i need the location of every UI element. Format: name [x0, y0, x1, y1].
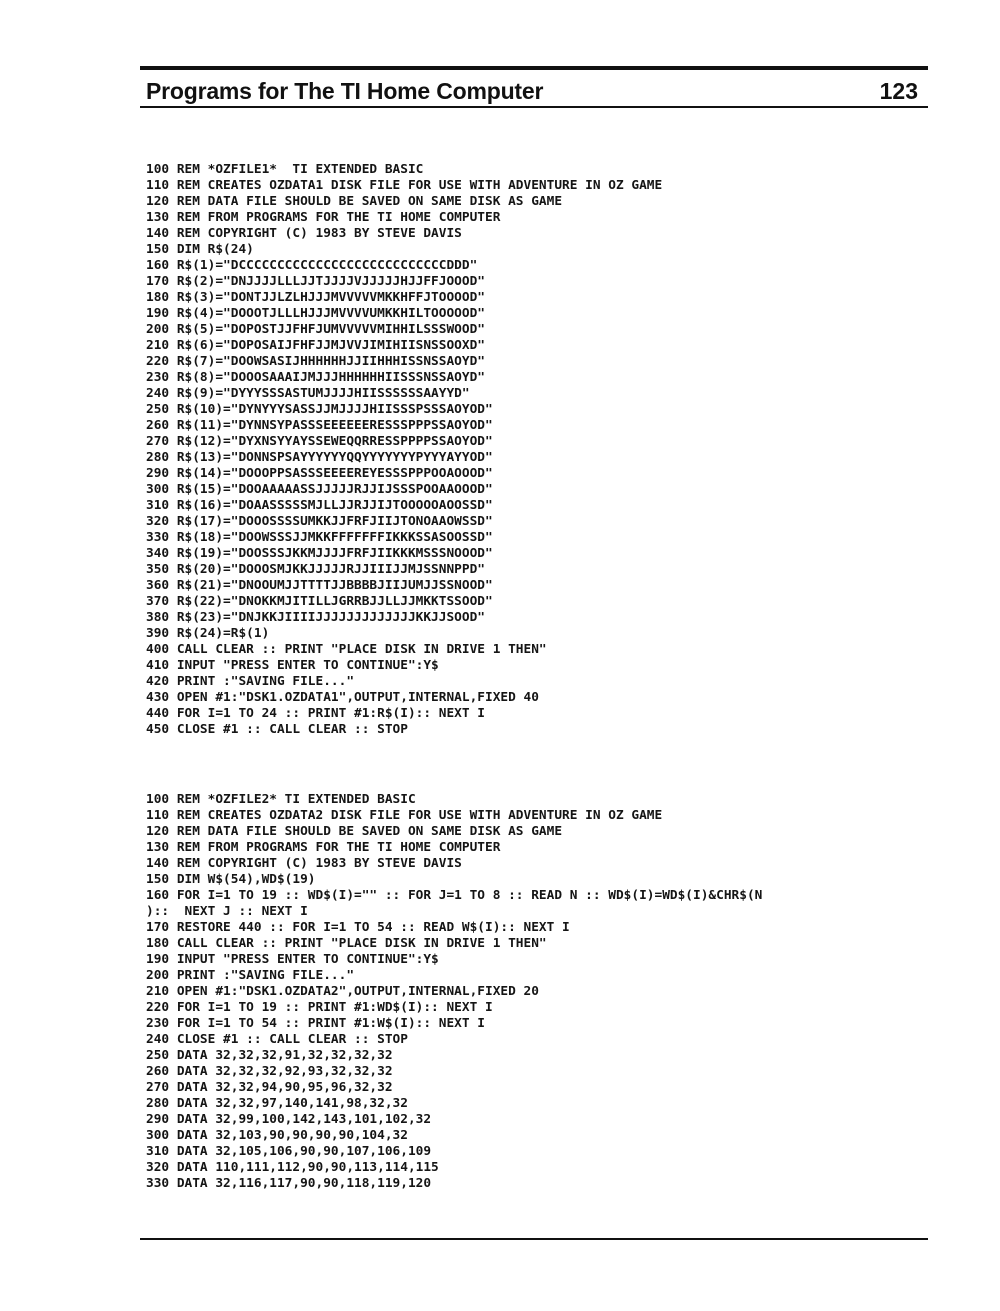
code-line: 320 R$(17)="DOOOSSSSUMKKJJFRFJIIJTONOAAOWSSD" [146, 514, 493, 529]
code-line: 190 INPUT "PRESS ENTER TO CONTINUE":Y$ [146, 952, 439, 967]
code-line: 150 DIM R$(24) [146, 242, 254, 257]
code-line: 170 R$(2)="DNJJJJLLLJJTJJJJVJJJJJHJJFFJOOOD" [146, 274, 485, 289]
code-line: 420 PRINT :"SAVING FILE..." [146, 674, 355, 689]
code-line: 350 R$(20)="DOOOSMJKKJJJJJRJJIIIJJMJSSNNPPD" [146, 562, 485, 577]
code-line: 330 DATA 32,116,117,90,90,118,119,120 [146, 1176, 432, 1191]
code-line: 100 REM *OZFILE2* TI EXTENDED BASIC [146, 792, 416, 807]
code-line: 140 REM COPYRIGHT (C) 1983 BY STEVE DAVIS [146, 226, 462, 241]
code-line: 300 R$(15)="DOOAAAAASSJJJJJRJJIJSSSPOOAAOOOD" [146, 482, 493, 497]
code-line: 200 PRINT :"SAVING FILE..." [146, 968, 355, 983]
code-line: 310 DATA 32,105,106,90,90,107,106,109 [146, 1144, 432, 1159]
code-line: 240 CLOSE #1 :: CALL CLEAR :: STOP [146, 1032, 408, 1047]
code-line: 220 FOR I=1 TO 19 :: PRINT #1:WD$(I):: NEXT I [146, 1000, 493, 1015]
code-line: 440 FOR I=1 TO 24 :: PRINT #1:R$(I):: NEXT I [146, 706, 485, 721]
code-line: 200 R$(5)="DOPOSTJJFHFJUMVVVVVMIHHILSSSWOOD" [146, 322, 485, 337]
code-line: 270 DATA 32,32,94,90,95,96,32,32 [146, 1080, 393, 1095]
program-listing-ozfile1 [146, 162, 662, 738]
code-line: 320 DATA 110,111,112,90,90,113,114,115 [146, 1160, 439, 1175]
code-line: 130 REM FROM PROGRAMS FOR THE TI HOME COMPUTER [146, 210, 501, 225]
code-line: 260 DATA 32,32,32,92,93,32,32,32 [146, 1064, 393, 1079]
code-line: 430 OPEN #1:"DSK1.OZDATA1",OUTPUT,INTERNAL,FIXED 40 [146, 690, 539, 705]
code-line: 230 R$(8)="DOOOSAAAIJMJJJHHHHHHIISSSNSSAOYD" [146, 370, 485, 385]
code-line: 410 INPUT "PRESS ENTER TO CONTINUE":Y$ [146, 658, 439, 673]
code-line: 110 REM CREATES OZDATA1 DISK FILE FOR USE WITH ADVENTURE IN OZ GAME [146, 178, 663, 193]
code-line: ):: NEXT J :: NEXT I [146, 904, 308, 919]
header-top-rule [140, 66, 928, 70]
code-line: 250 R$(10)="DYNYYYSASSJJMJJJJHIISSSPSSSAOYOD" [146, 402, 493, 417]
code-line: 290 R$(14)="DOOOPPSASSSEEEEREYESSSPPPOOAOOOD" [146, 466, 493, 481]
code-line: 290 DATA 32,99,100,142,143,101,102,32 [146, 1112, 432, 1127]
page-title: Programs for The TI Home Computer [146, 78, 544, 104]
code-line: 180 R$(3)="DONTJJLZLHJJJMVVVVVMKKHFFJTOOOOD" [146, 290, 485, 305]
code-line: 330 R$(18)="DOOWSSSJJMKKFFFFFFFIKKKSSASOOSSD" [146, 530, 493, 545]
code-line: 370 R$(22)="DNOKKMJITILLJGRRBJJLLJJMKKTSSOOD" [146, 594, 493, 609]
code-line: 450 CLOSE #1 :: CALL CLEAR :: STOP [146, 722, 408, 737]
footer-rule [140, 1238, 928, 1240]
code-line: 210 R$(6)="DOPOSAIJFHFJJMJVVJIMIHIISNSSOOXD" [146, 338, 485, 353]
code-line: 360 R$(21)="DNOOUMJJTTTTJJBBBBJIIJUMJJSSNOOD" [146, 578, 493, 593]
code-line: 380 R$(23)="DNJKKJIIIIJJJJJJJJJJJJJKKJJSOOD" [146, 610, 485, 625]
code-line: 220 R$(7)="DOOWSASIJHHHHHHJJIIHHHISSNSSAOYD" [146, 354, 485, 369]
code-line: 120 REM DATA FILE SHOULD BE SAVED ON SAME DISK AS GAME [146, 194, 563, 209]
code-line: 280 R$(13)="DONNSPSAYYYYYYQQYYYYYYYPYYYAYYOD" [146, 450, 493, 465]
code-line: 400 CALL CLEAR :: PRINT "PLACE DISK IN DRIVE 1 THEN" [146, 642, 547, 657]
code-line: 390 R$(24)=R$(1) [146, 626, 270, 641]
code-line: 300 DATA 32,103,90,90,90,90,104,32 [146, 1128, 408, 1143]
code-line: 110 REM CREATES OZDATA2 DISK FILE FOR USE WITH ADVENTURE IN OZ GAME [146, 808, 663, 823]
code-line: 340 R$(19)="DOOSSSJKKMJJJJFRFJIIKKKMSSSNOOOD" [146, 546, 493, 561]
program-listing-ozfile2 [146, 792, 762, 1192]
code-line: 260 R$(11)="DYNNSYPASSSEEEEEERESSSPPPSSAOYOD" [146, 418, 493, 433]
running-header [146, 78, 924, 108]
code-line: 140 REM COPYRIGHT (C) 1983 BY STEVE DAVIS [146, 856, 462, 871]
code-line: 130 REM FROM PROGRAMS FOR THE TI HOME COMPUTER [146, 840, 501, 855]
code-line: 160 R$(1)="DCCCCCCCCCCCCCCCCCCCCCCCCCCCDDD" [146, 258, 478, 273]
header-bottom-rule [140, 106, 928, 108]
code-line: 240 R$(9)="DYYYSSSASTUMJJJJHIISSSSSSAAYYD" [146, 386, 470, 401]
code-line: 310 R$(16)="DOAASSSSSMJLLJJRJJIJTOOOOOAOOSSD" [146, 498, 493, 513]
page-number: 123 [879, 78, 918, 104]
code-line: 180 CALL CLEAR :: PRINT "PLACE DISK IN DRIVE 1 THEN" [146, 936, 547, 951]
code-line: 280 DATA 32,32,97,140,141,98,32,32 [146, 1096, 408, 1111]
code-line: 250 DATA 32,32,32,91,32,32,32,32 [146, 1048, 393, 1063]
code-line: 150 DIM W$(54),WD$(19) [146, 872, 316, 887]
code-line: 210 OPEN #1:"DSK1.OZDATA2",OUTPUT,INTERNAL,FIXED 20 [146, 984, 539, 999]
code-line: 270 R$(12)="DYXNSYYAYSSEWEQQRRESSPPPPSSAOYOD" [146, 434, 493, 449]
code-line: 120 REM DATA FILE SHOULD BE SAVED ON SAME DISK AS GAME [146, 824, 563, 839]
code-line: 190 R$(4)="DOOOTJLLLHJJJMVVVVUMKKHILTOOOOOD" [146, 306, 485, 321]
code-line: 230 FOR I=1 TO 54 :: PRINT #1:W$(I):: NEXT I [146, 1016, 485, 1031]
code-line: 170 RESTORE 440 :: FOR I=1 TO 54 :: READ W$(I):: NEXT I [146, 920, 570, 935]
code-line: 100 REM *OZFILE1* TI EXTENDED BASIC [146, 162, 424, 177]
code-line: 160 FOR I=1 TO 19 :: WD$(I)="" :: FOR J=1 TO 8 :: READ N :: WD$(I)=WD$(I)&CHR$(N [146, 888, 763, 903]
